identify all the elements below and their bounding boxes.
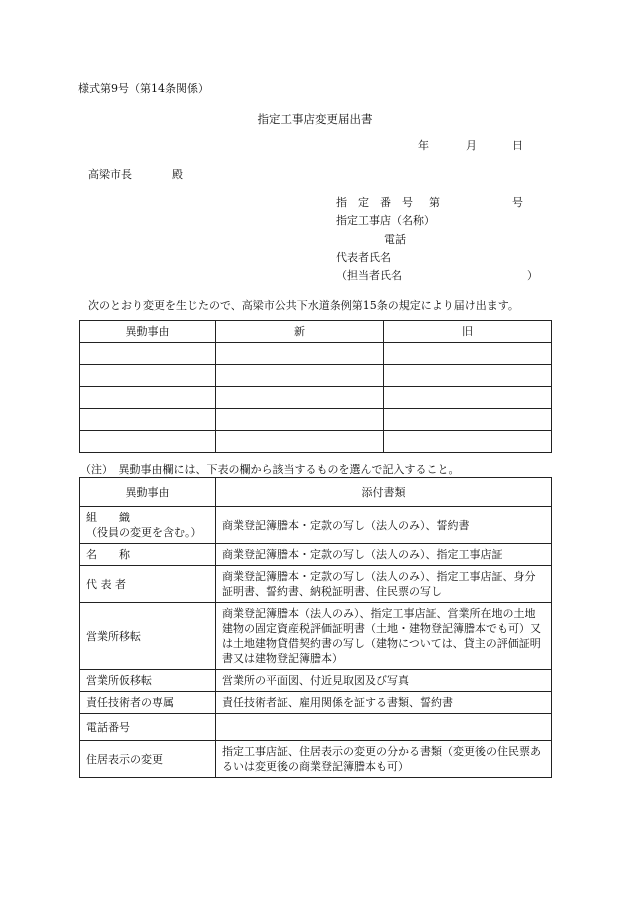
change-table-header <box>80 321 552 343</box>
contact-label: （担当者氏名 <box>336 269 402 282</box>
note: （注） 異動事由欄には、下表の欄から該当するものを選んで記入すること。 <box>80 463 460 476</box>
documents-cell: 商業登記簿謄本・定款の写し（法人のみ）、誓約書 <box>216 507 552 544</box>
reference-table-row <box>80 507 552 544</box>
shop-name-label: 指定工事店（名称） <box>336 214 435 227</box>
reason-cell: 組 織 （役員の変更を含む。） <box>80 507 216 544</box>
form-number: 様式第9号（第14条関係） <box>78 82 209 95</box>
designation-prefix: 第 <box>429 196 440 209</box>
new-value-cell[interactable] <box>216 387 384 409</box>
designation-suffix: 号 <box>512 196 523 209</box>
documents-cell: 商業登記簿謄本（法人のみ）、指定工事店証、営業所在地の土地建物の固定資産税評価証明書（土地・建物登記簿謄本でも可）又は土地建物貸借契約書の写し（建物については、貸主の評価証明書又は建物登記簿謄本） <box>216 603 552 670</box>
documents-cell: 営業所の平面図、付近見取図及び写真 <box>216 670 552 692</box>
documents-cell: 指定工事店証、住居表示の変更の分かる書類（変更後の住民票あるいは変更後の商業登記簿謄本も可） <box>216 741 552 778</box>
reason-cell: 営業所移転 <box>80 603 216 670</box>
addressee <box>88 166 183 182</box>
document-title: 指定工事店変更届出書 <box>257 112 373 126</box>
date-year: 年 <box>418 139 429 152</box>
old-header: 旧 <box>384 321 552 343</box>
change-table-row <box>80 343 552 365</box>
change-table-row <box>80 387 552 409</box>
change-table <box>79 320 552 453</box>
change-reason-cell[interactable] <box>80 431 216 453</box>
documents-cell: 商業登記簿謄本・定款の写し（法人のみ）、指定工事店証 <box>216 544 552 566</box>
reference-table-row <box>80 741 552 778</box>
new-value-cell[interactable] <box>216 343 384 365</box>
reference-table-row <box>80 714 552 741</box>
addressee-name: 高梁市長 <box>88 168 132 181</box>
change-table-row <box>80 431 552 453</box>
reference-table-row <box>80 544 552 566</box>
documents-cell: 商業登記簿謄本・定款の写し（法人のみ）、指定工事店証、身分証明書、誓約書、納税証明書、住民票の写し <box>216 566 552 603</box>
honorific: 殿 <box>172 168 183 181</box>
documents-cell <box>216 714 552 741</box>
change-reason-cell[interactable] <box>80 343 216 365</box>
new-value-cell[interactable] <box>216 431 384 453</box>
designation-number-label: 指 定 番 号 <box>336 196 413 209</box>
old-value-cell[interactable] <box>384 431 552 453</box>
reference-table-row <box>80 566 552 603</box>
reference-table <box>79 477 552 778</box>
reason-cell: 責任技術者の専属 <box>80 692 216 714</box>
reason-cell: 営業所仮移転 <box>80 670 216 692</box>
reference-table-row <box>80 692 552 714</box>
reference-table-row <box>80 603 552 670</box>
date-month: 月 <box>466 139 477 152</box>
new-value-cell[interactable] <box>216 365 384 387</box>
old-value-cell[interactable] <box>384 343 552 365</box>
old-value-cell[interactable] <box>384 365 552 387</box>
old-value-cell[interactable] <box>384 387 552 409</box>
new-header: 新 <box>216 321 384 343</box>
reference-table-header <box>80 478 552 507</box>
reason-header: 異動事由 <box>80 478 216 507</box>
reason-cell: 名 称 <box>80 544 216 566</box>
change-table-row <box>80 409 552 431</box>
reason-cell: 代 表 者 <box>80 566 216 603</box>
change-reason-cell[interactable] <box>80 387 216 409</box>
statement: 次のとおり変更を生じたので、高梁市公共下水道条例第15条の規定により届け出ます。 <box>88 299 519 312</box>
new-value-cell[interactable] <box>216 409 384 431</box>
documents-cell: 責任技術者証、雇用関係を証する書類、誓約書 <box>216 692 552 714</box>
documents-header: 添付書類 <box>216 478 552 507</box>
change-table-row <box>80 365 552 387</box>
change-reason-cell[interactable] <box>80 365 216 387</box>
phone-label: 電話 <box>384 233 406 246</box>
date-day: 日 <box>512 139 523 152</box>
reference-table-row <box>80 670 552 692</box>
reason-cell: 住居表示の変更 <box>80 741 216 778</box>
change-reason-cell[interactable] <box>80 409 216 431</box>
old-value-cell[interactable] <box>384 409 552 431</box>
change-reason-header: 異動事由 <box>80 321 216 343</box>
reason-cell: 電話番号 <box>80 714 216 741</box>
representative-label: 代表者氏名 <box>336 251 391 264</box>
contact-close: ） <box>527 269 538 282</box>
